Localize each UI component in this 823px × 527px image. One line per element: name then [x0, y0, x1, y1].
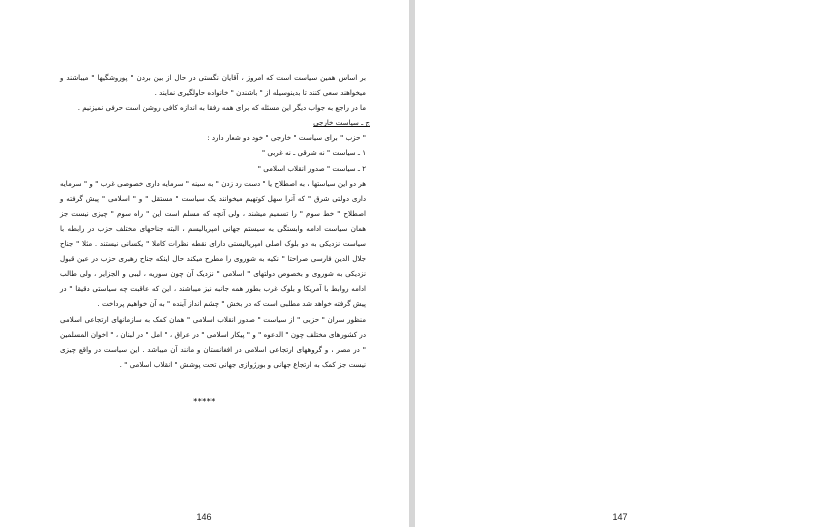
page-147: [415, 0, 823, 527]
end-mark: *****: [193, 397, 216, 406]
paragraph-2: ما در راجع به جواب دیگر این مسئله که برای همه رفقا به اندازه کافی روشن است حرفی نمیزنیم .: [77, 103, 366, 113]
page-number-left: 146: [196, 512, 212, 522]
paragraph-3: " حزب " برای سیاست " خارجی " خود دو شعار دارد :: [207, 133, 366, 143]
list-item-1: ۱ ـ سیاست " نه شرقی ـ نه غربی ": [261, 148, 366, 158]
paragraph-4: هر دو این سیاستها ، به اصطلاح یا " دست رد زدن " به سینه " سرمایه داری خصوصی غرب " و " سرمایه داری دولتی شرق " که آنرا سهل کوتهیم میخوانند یک سیاست " مستقل " و " اسلامی " پیش گرفته و اصطلاح " خط سوم " را تسمیم میشند ، ولی آنچه که مسلم است این " راه سوم " چیزی نیست جز همان سیاست ادامه وابستگی به سیستم جهانی امپریالیسم ، البته جناحهای مختلف حزب در رابطه با سیاست نزدیکی به دو بلوک اصلی امپریالیستی دارای نقطه نظرات کاملا " یکسانی نیستند . مثلا " جناح جلال الدین فارسی صراحتا " نکیه به شوروی را مطرح میکند حال اینکه جناح رهبری حزب در عین قبول نزدیکی به شوروی و بخصوص دولتهای " اسلامی " نزدیک آن چون سوریه ، لیبی و الجزایر ، ولی طالب ادامه روابط با آمریکا و بلوک غرب بطور همه جانبه نیز میباشند ، این که عاقبت چه سیاستی دقیقا " در پیش گرفته خواهد شد مطلبی است که در بخش " چشم انداز آینده " به آن خواهیم پرداخت .: [60, 178, 366, 309]
page-146: [0, 0, 409, 527]
paragraph-1: بر اساس همین سیاست است که امروز ، آقایان نگستی در حال از بین بردن " پوروشگیها " میباشند و میخواهند سعی کنند تا بدینوسیله از " باشندن " خانواده حاولگیری نمایند .: [60, 73, 366, 98]
list-item-2: ۲ ـ سیاست " صدور انقلاب اسلامی ": [257, 163, 366, 173]
paragraph-5: منظور سران " حزبی " از سیاست " صدور انقلاب اسلامی " همان کمک به سازمانهای ارتجاعی اسلامی در کشورهای مختلف چون " الدعوه " و " پیکار اسلامی " در عراق ، " امل " در لبنان ، " اخوان المسلمین " در مصر ، و گروههای ارتجاعی اسلامی در افغانستان و مانند آن میباشد . این سیاست در واقع چیزی نیست جز کمک به ارتجاع جهانی و بورژوازی جهانی تحت پوشش " انقلاب اسلامی " .: [60, 314, 366, 369]
page-number-right: 147: [612, 512, 628, 522]
page-text: [60, 70, 376, 372]
section-heading: ج ـ سیاست خارجی: [313, 118, 370, 128]
